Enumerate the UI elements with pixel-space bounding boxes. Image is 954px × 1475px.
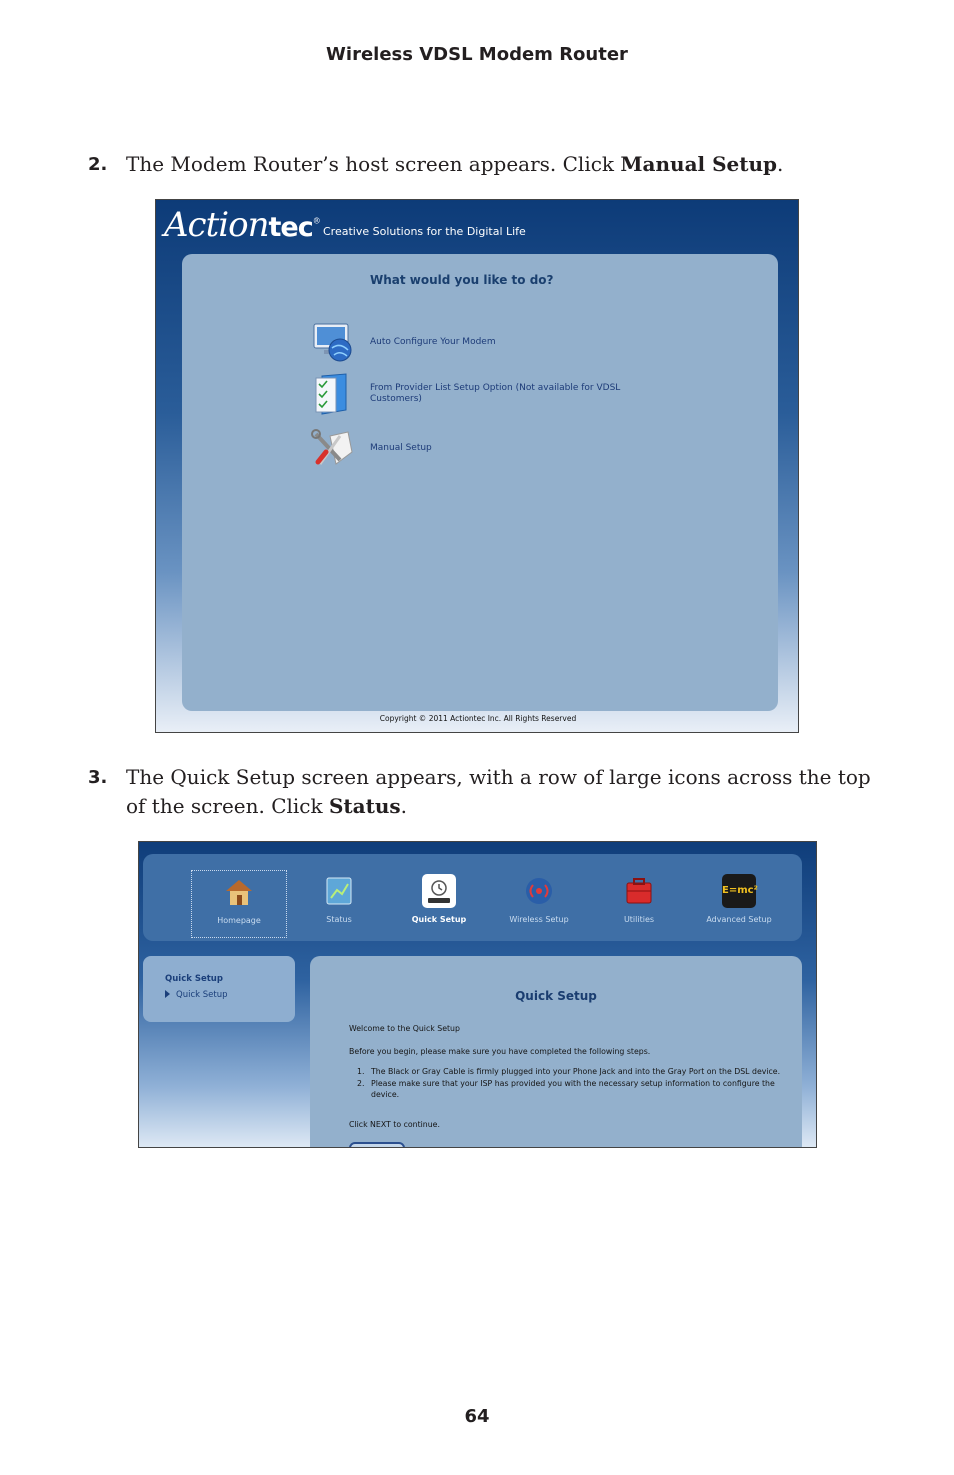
copyright-text: Copyright © 2011 Actiontec Inc. All Rights Reserved xyxy=(379,714,577,723)
quick-setup-icon xyxy=(422,874,456,908)
nav-utilities[interactable] xyxy=(591,870,687,938)
nav-label: Wireless Setup xyxy=(509,915,569,924)
content-title: Quick Setup xyxy=(515,989,597,1003)
nav-homepage[interactable] xyxy=(191,870,287,938)
step-3 xyxy=(88,763,878,821)
quick-setup-screenshot xyxy=(138,841,817,1148)
nav-label: Quick Setup xyxy=(411,915,467,924)
next-button[interactable] xyxy=(349,1142,405,1148)
provider-list-option[interactable] xyxy=(310,372,640,416)
nav-label: Homepage xyxy=(217,916,261,925)
sidebar xyxy=(143,956,295,1022)
nav-status[interactable] xyxy=(291,870,387,938)
nav-label: Utilities xyxy=(623,915,655,924)
monitor-globe-icon xyxy=(310,320,354,364)
auto-configure-option[interactable] xyxy=(310,320,640,364)
sidebar-item-quick-setup[interactable]: Quick Setup xyxy=(165,990,227,1000)
top-icon-nav xyxy=(143,854,802,941)
list-item: 2. Please make sure that your ISP has provided you with the necessary setup information to configure the device. xyxy=(357,1079,775,1099)
panel-question: What would you like to do? xyxy=(370,273,554,287)
wireless-icon xyxy=(522,874,556,908)
nav-wireless-setup[interactable] xyxy=(491,870,587,938)
option-label: Manual Setup xyxy=(370,442,432,453)
step-2 xyxy=(88,150,878,179)
setup-choice-panel xyxy=(182,254,778,711)
option-label: From Provider List Setup Option (Not available for VDSL Customers) xyxy=(370,383,621,404)
step-number: 2. xyxy=(88,154,108,175)
option-label: Auto Configure Your Modem xyxy=(370,336,496,347)
nav-advanced-setup[interactable] xyxy=(691,870,787,938)
arrow-right-icon xyxy=(165,990,170,998)
status-icon xyxy=(322,874,356,908)
before-text: Before you begin, please make sure you have completed the following steps. xyxy=(349,1047,651,1056)
step-number: 3. xyxy=(88,767,108,788)
prerequisite-list xyxy=(349,1066,789,1101)
running-header: Wireless VDSL Modem Router xyxy=(326,44,628,65)
manual-setup-option[interactable] xyxy=(310,426,640,470)
quick-setup-content xyxy=(310,956,802,1148)
list-item: 1. The Black or Gray Cable is firmly plugged into your Phone Jack and into the Gray Port on the DSL device. xyxy=(357,1067,781,1076)
tagline: Creative Solutions for the Digital Life xyxy=(323,225,526,238)
house-icon xyxy=(222,875,256,909)
sidebar-heading: Quick Setup xyxy=(165,974,223,984)
nav-label: Status xyxy=(326,915,352,924)
host-screen-screenshot xyxy=(155,199,799,733)
step-text: The Modem Router’s host screen appears. Click Manual Setup. xyxy=(126,152,784,176)
tools-icon xyxy=(310,426,354,470)
page-number: 64 xyxy=(464,1406,490,1427)
next-instruction: Click NEXT to continue. xyxy=(349,1120,440,1129)
welcome-text: Welcome to the Quick Setup xyxy=(349,1024,460,1033)
actiontec-logo: Actiontec® xyxy=(164,205,320,245)
emc2-icon: E=mc² xyxy=(722,874,756,908)
step-text: The Quick Setup screen appears, with a row of large icons across the top of the screen. Click Status. xyxy=(126,765,871,818)
toolbox-icon xyxy=(622,874,656,908)
checklist-folder-icon xyxy=(310,372,354,416)
nav-quick-setup[interactable] xyxy=(391,870,487,938)
nav-label: Advanced Setup xyxy=(706,915,772,924)
